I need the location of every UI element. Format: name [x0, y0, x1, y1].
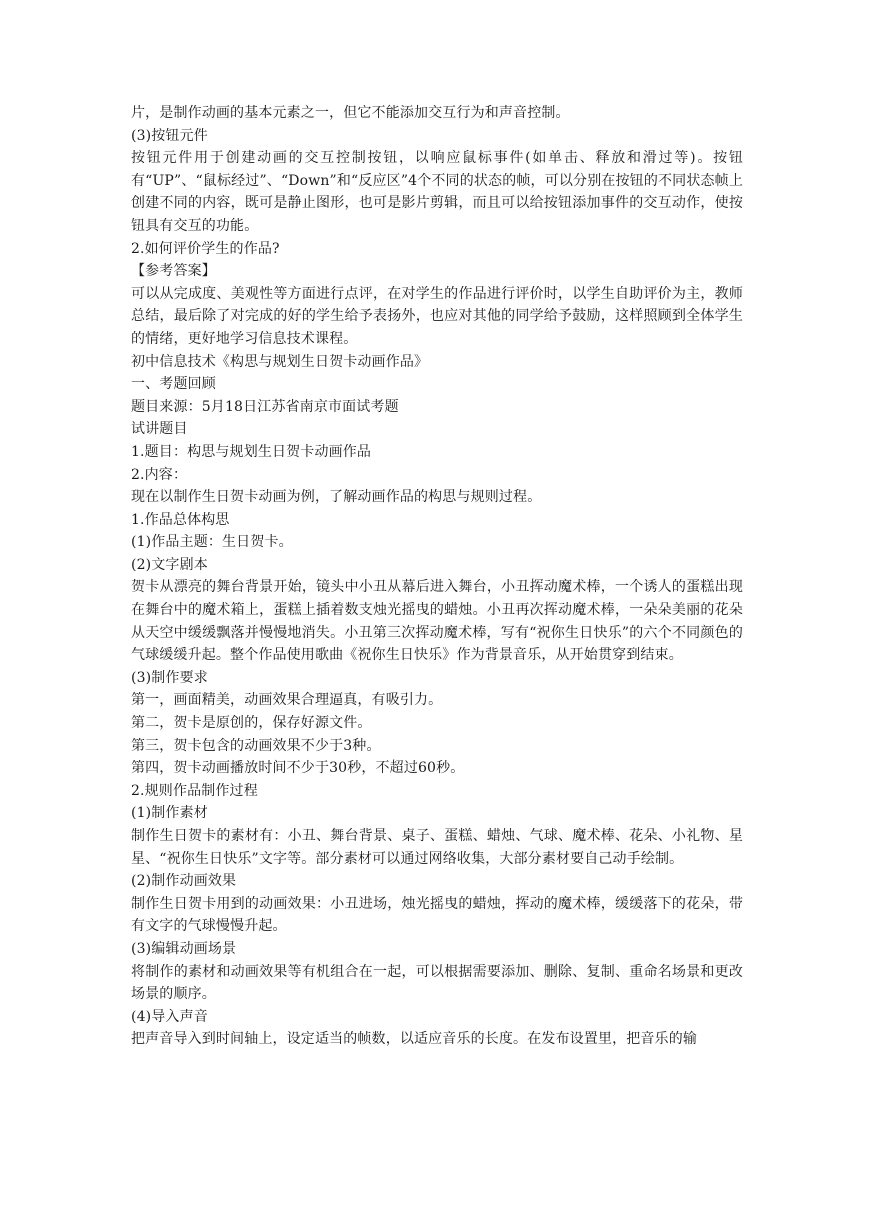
paragraph: 第三，贺卡包含的动画效果不少于3种。 — [131, 737, 381, 754]
paragraph: 把声音导入到时间轴上，设定适当的帧数，以适应音乐的长度。在发布设置里，把音乐的输 — [131, 1031, 697, 1048]
section-heading: (2)制作动画效果 — [131, 873, 237, 890]
paragraph: 制作生日贺卡用到的动画效果：小丑进场，烛光摇曳的蜡烛，挥动的魔术棒，缓缓落下的花朵，带有文字的气球慢慢升起。 — [131, 895, 743, 935]
paragraph: 现在以制作生日贺卡动画为例，了解动画作品的构思与规则过程。 — [131, 489, 542, 506]
paragraph: 题目来源：5月18日江苏省南京市面试考题 — [131, 398, 399, 415]
paragraph: 片，是制作动画的基本元素之一，但它不能添加交互行为和声音控制。 — [131, 105, 570, 121]
section-heading: 一、考题回顾 — [131, 376, 216, 393]
section-heading: (4)导入声音 — [131, 1008, 208, 1025]
question-heading: 2.如何评价学生的作品? — [131, 240, 280, 257]
section-heading: (2)文字剧本 — [131, 556, 208, 573]
section-heading: (3)编辑动画场景 — [131, 940, 237, 957]
paragraph: (1)作品主题：生日贺卡。 — [131, 534, 293, 551]
paragraph: 将制作的素材和动画效果等有机组合在一起，可以根据需要添加、删除、复制、重命名场景和更改场景的顺序。 — [131, 963, 743, 1003]
paragraph: 2.内容： — [131, 466, 188, 483]
paragraph: 可以从完成度、美观性等方面进行点评，在对学生的作品进行评价时，以学生自助评价为主，教师总结，最后除了对完成的好的学生给予表扬外，也应对其他的同学给予鼓励，这样照顾到全体学生的情绪，更好地学习信息技术课程。 — [131, 285, 743, 347]
answer-label: 【参考答案】 — [131, 263, 216, 280]
paragraph: 按钮元件用于创建动画的交互控制按钮，以响应鼠标事件(如单击、释放和滑过等)。按钮有“UP”、“鼠标经过”、“Down”和“反应区”4个不同的状态的帧，可以分别在按钮的不同状态帧上创建不同的内容，既可是静止图形，也可是影片剪辑，而且可以给按钮添加事件的交互动作，使按钮具有交互的功能。 — [131, 150, 743, 234]
paragraph: 制作生日贺卡的素材有：小丑、舞台背景、桌子、蛋糕、蜡烛、气球、魔术棒、花朵、小礼物、星星、“祝你生日快乐”文字等。部分素材可以通过网络收集，大部分素材要自己动手绘制。 — [131, 828, 743, 867]
section-heading: (1)制作素材 — [131, 805, 208, 822]
paragraph: 第二，贺卡是原创的，保存好源文件。 — [131, 715, 372, 732]
section-heading: 2.规则作品制作过程 — [131, 782, 258, 799]
paragraph: 第一，画面精美，动画效果合理逼真，有吸引力。 — [131, 692, 443, 709]
section-heading: 试讲题目 — [131, 421, 188, 438]
paragraph: 1.题目：构思与规划生日贺卡动画作品 — [131, 443, 372, 460]
lesson-title: 初中信息技术《构思与规划生日贺卡动画作品》 — [131, 353, 429, 370]
section-heading: 1.作品总体构思 — [131, 511, 230, 528]
document-body — [131, 102, 743, 1051]
paragraph: 第四，贺卡动画播放时间不少于30秒，不超过60秒。 — [131, 760, 465, 777]
paragraph: 贺卡从漂亮的舞台背景开始，镜头中小丑从幕后进入舞台，小丑挥动魔术棒，一个诱人的蛋糕出现在舞台中的魔术箱上，蛋糕上插着数支烛光摇曳的蜡烛。小丑再次挥动魔术棒，一朵朵美丽的花朵从天空中缓缓飘落并慢慢地消失。小丑第三次挥动魔术棒，写有“祝你生日快乐”的六个不同颜色的气球缓缓升起。整个作品使用歌曲《祝你生日快乐》作为背景音乐，从开始贯穿到结束。 — [131, 579, 743, 664]
section-heading: (3)制作要求 — [131, 669, 208, 686]
section-heading: (3)按钮元件 — [131, 127, 208, 144]
